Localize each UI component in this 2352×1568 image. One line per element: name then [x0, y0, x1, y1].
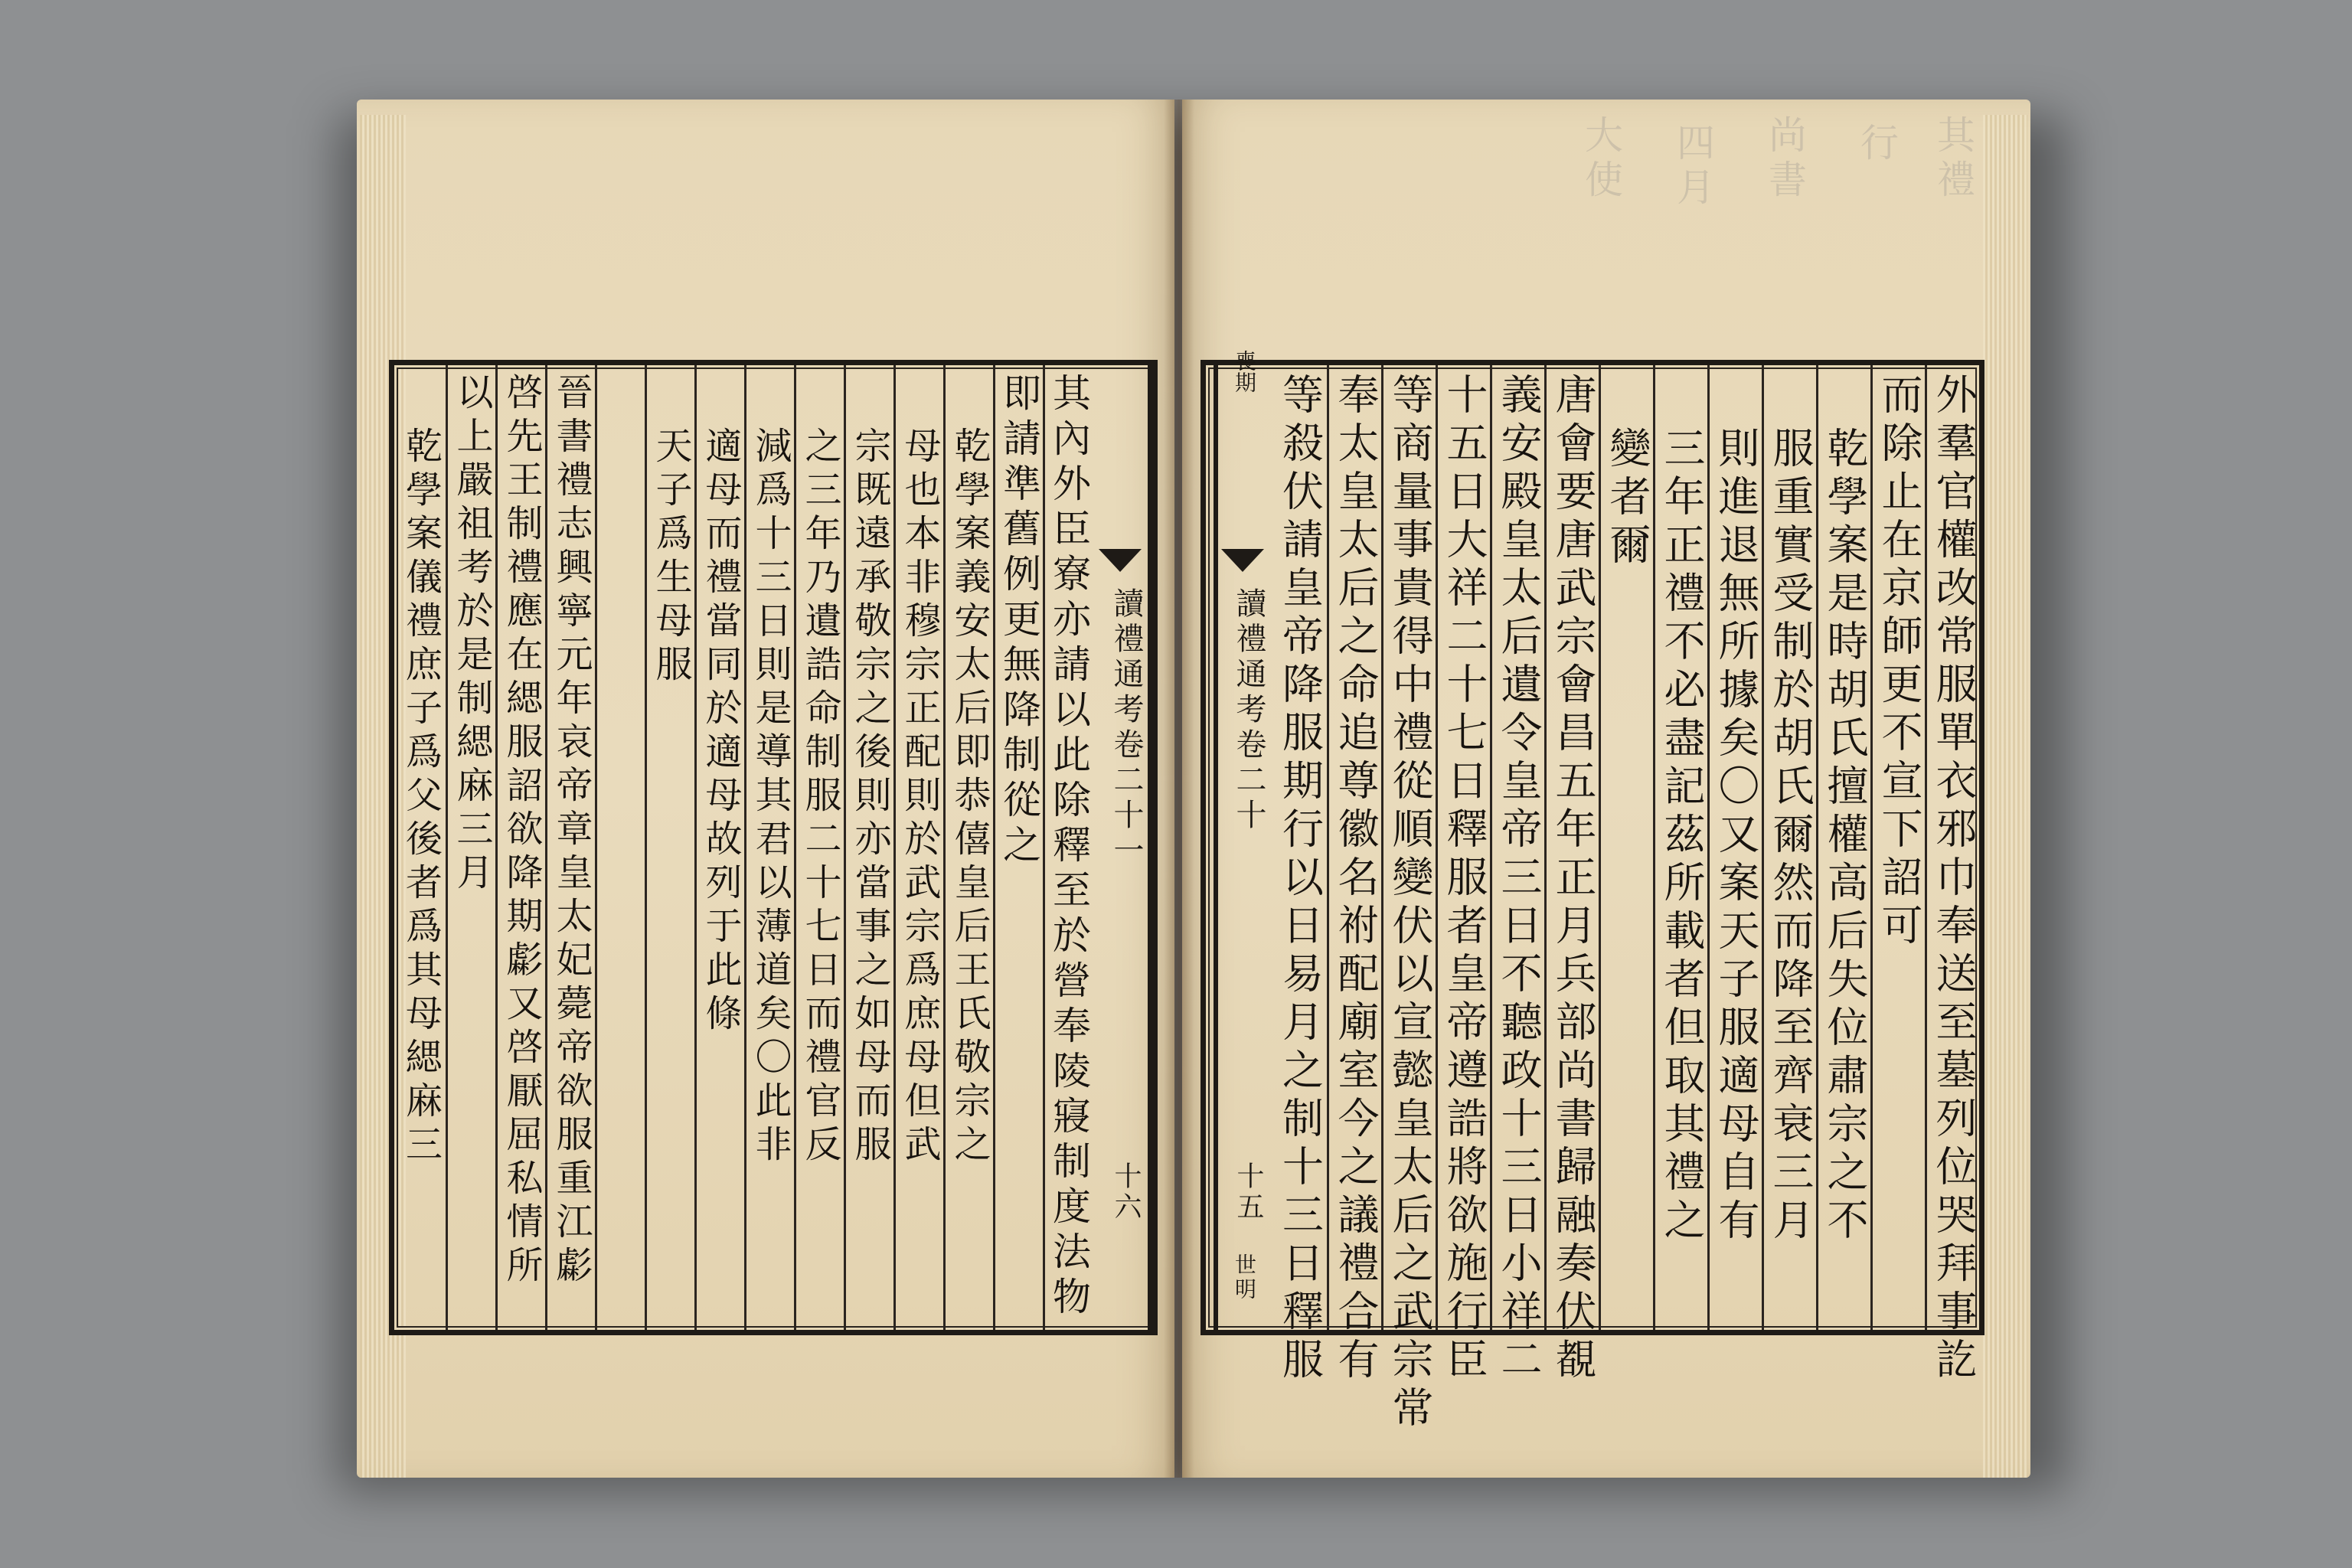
text-column: 乾學案義安太后即恭僖皇后王氏敬宗之 — [943, 365, 993, 1330]
book-gutter — [1164, 100, 1194, 1478]
text-column: 而除止在京師更不宣下詔可 — [1870, 365, 1925, 1330]
text-column: 乾學案是時胡氏擅權高后失位肅宗之不 — [1816, 365, 1870, 1330]
ghost-text: 尚書 — [1762, 115, 1807, 204]
left-page-text-columns — [394, 365, 1093, 1330]
ghost-text: 四月 — [1671, 122, 1715, 211]
text-column: 宗既遠承敬宗之後則亦當事之如母而服 — [844, 365, 893, 1330]
text-column: 三年正禮不必盡記茲所載者但取其禮之 — [1653, 365, 1707, 1330]
text-column: 等商量事貴得中禮從順變伏以宣懿皇太后之武宗常 — [1381, 365, 1436, 1330]
left-page-center-column — [1094, 365, 1152, 1330]
right-page-text-frame — [1200, 350, 1984, 1434]
right-page-volume-tag: 喪期 — [1232, 350, 1257, 393]
right-page-center-column — [1214, 350, 1270, 1330]
text-column: 等殺伏請皇帝降服期行以日易月之制十三日釋服 — [1276, 373, 1325, 1386]
text-column: 奉太皇太后之命追尊徽名祔配廟室今之議禮合有 — [1327, 365, 1381, 1330]
text-column: 則進退無所據矣〇又案天子服適母自有 — [1707, 365, 1762, 1330]
text-column: 十五日大祥二十七日釋服者皇帝遵誥將欲施行臣 — [1436, 365, 1490, 1330]
text-column: 之三年乃遺誥命制服二十七日而禮官反 — [794, 365, 844, 1330]
text-column: 其內外臣寮亦請以此除釋至於營奉陵寢制度法物 — [1043, 365, 1093, 1330]
right-page-edges — [1983, 115, 2027, 1478]
text-column: 晉書禮志興寧元年哀帝章皇太妃薨帝欲服重江虨 — [545, 365, 595, 1330]
left-page-running-title: 讀禮通考卷二十一 — [1109, 587, 1144, 869]
text-column: 變者爾 — [1599, 365, 1653, 1330]
left-page-folio: 十六 — [1110, 1161, 1142, 1223]
ghost-text: 其禮 — [1931, 115, 1975, 204]
text-column: 乾學案儀禮庶子爲父後者爲其母緦麻三 — [399, 426, 443, 1168]
ghost-text: 行 — [1854, 122, 1899, 167]
right-page-corner-note: 世明 — [1232, 1253, 1257, 1302]
text-column: 天子爲生母服 — [645, 365, 694, 1330]
text-column: 服重實受制於胡氏爾然而降至齊衰三月 — [1762, 365, 1816, 1330]
fish-tail-mark — [1221, 549, 1264, 572]
text-column: 母也本非穆宗正配則於武宗爲庶母但武 — [893, 365, 943, 1330]
text-column: 唐會要唐武宗會昌五年正月兵部尚書歸融奏伏覩 — [1544, 365, 1599, 1330]
text-column: 減爲十三日則是導其君以薄道矣〇此非 — [744, 365, 794, 1330]
text-column — [595, 365, 645, 1330]
text-column: 適母而禮當同於適母故列于此條 — [694, 365, 744, 1330]
right-page-text-columns — [1266, 365, 1979, 1434]
fish-tail-mark — [1099, 549, 1142, 572]
text-column: 以上嚴祖考於是制緦麻三月 — [446, 365, 495, 1330]
right-page-folio: 十五 — [1233, 1161, 1264, 1223]
text-column: 即請準舊例更無降制從之 — [993, 365, 1043, 1330]
left-page-text-frame — [389, 360, 1158, 1335]
text-column: 外羣官權改常服單衣邪巾奉送至墓列位哭拜事訖 — [1925, 365, 1979, 1330]
text-column: 啓先王制禮應在緦服詔欲降期虨又啓厭屈私情所 — [495, 365, 545, 1330]
text-column: 義安殿皇太后遺令皇帝三日不聽政十三日小祥二 — [1490, 365, 1544, 1330]
ghost-text: 大使 — [1579, 115, 1623, 204]
right-page-running-title: 讀禮通考卷二十 — [1231, 587, 1266, 834]
